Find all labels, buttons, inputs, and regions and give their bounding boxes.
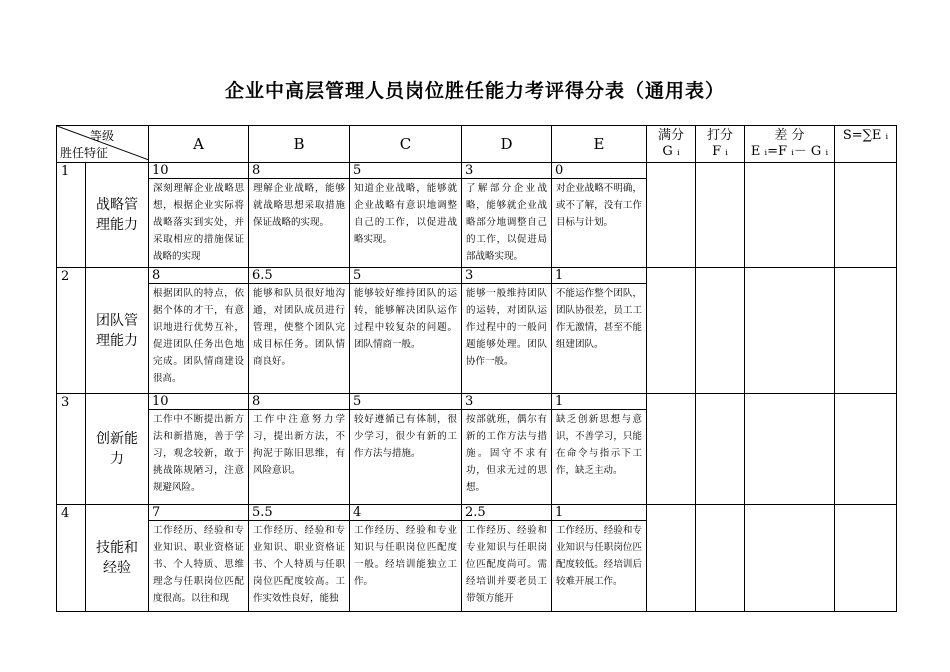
score-cell [696, 163, 745, 268]
diff-cell [745, 268, 835, 394]
level-score: 8 [149, 268, 249, 284]
full-score-cell [647, 394, 696, 505]
level-header-b: B [249, 126, 350, 163]
sum-label: S=∑E ᵢ [842, 128, 889, 143]
level-description: 工作中不断提出新方法和新措施，善于学习，观念较新，敢于挑战陈规陋习，注意规避风险。 [149, 410, 249, 505]
level-header-d: D [462, 126, 552, 163]
level-score: 2.5 [462, 505, 552, 521]
level-score: 10 [149, 163, 249, 179]
level-score: 8 [249, 394, 350, 410]
level-description: 不能运作整个团队，团队协很差，员工工作无激情，甚至不能组建团队。 [552, 284, 647, 394]
header-row [57, 126, 897, 163]
row-index: 4 [57, 505, 86, 612]
competency-score-row [57, 394, 897, 410]
corner-level-label: 等级 [89, 129, 114, 143]
level-header-a: A [149, 126, 249, 163]
level-description: 对企业战略不明确，或不了解，没有工作目标与计划。 [552, 179, 647, 268]
competency-score-row [57, 163, 897, 179]
level-description: 较好遵循已有体制，很少学习，很少有新的工作方法与措施。 [350, 410, 462, 505]
level-description: 工作中注意努力学习，提出新方法，不拘泥于陈旧思维，有风险意识。 [249, 410, 350, 505]
level-score: 3 [462, 268, 552, 284]
full-score-header [647, 126, 696, 163]
competency-name: 战略管理能力 [86, 163, 149, 268]
sum-header [835, 126, 897, 163]
level-description: 按部就班，偶尔有新的工作方法与措施。固守不求有功，但求无过的思想。 [462, 410, 552, 505]
level-score: 0 [552, 163, 647, 179]
level-score: 1 [552, 505, 647, 521]
level-header-e: E [552, 126, 647, 163]
level-description: 根据团队的特点，依据个体的才干，有意识地进行优势互补，促进团队任务出色地完成。团队情商建设很高。 [149, 284, 249, 394]
score-label: 打分 F ᵢ [706, 128, 733, 159]
level-description: 能够较好维持团队的运转，能够解决团队运作过程中较复杂的问题。团队情商一般。 [350, 284, 462, 394]
level-score: 7 [149, 505, 249, 521]
diff-cell [745, 505, 835, 612]
level-description: 缺乏创新思想与意识，不善学习，只能在命令与指示下工作，缺乏主动。 [552, 410, 647, 505]
level-description: 工作经历、经验和专业知识与任职岗位匹配度较低。经培训后较难开展工作。 [552, 521, 647, 612]
level-description: 理解企业战略，能够就战略思想采取措施保证战略的实现。 [249, 179, 350, 268]
row-index: 1 [57, 163, 86, 268]
level-score: 5 [350, 394, 462, 410]
level-description: 知道企业战略，能够就企业战略有意识地调整自己的工作，以促进战略实现。 [350, 179, 462, 268]
level-score: 1 [552, 268, 647, 284]
level-score: 3 [462, 163, 552, 179]
level-description: 工作经历、经验和专业知识、职业资格证书、个人特质与任职岗位匹配度较高。工作实效性良好，能独 [249, 521, 350, 612]
level-description: 工作经历、经验和专业知识与任职岗位匹配度一般。经培训能独立工作。 [350, 521, 462, 612]
score-cell [696, 505, 745, 612]
level-description: 能够和队员很好地沟通，对团队成员进行管理，使整个团队完成目标任务。团队情商良好。 [249, 284, 350, 394]
evaluation-table [56, 125, 897, 612]
corner-feature-label: 胜任特征 [60, 146, 109, 160]
sum-cell [835, 505, 897, 612]
full-score-label: 满分 G ᵢ [657, 128, 684, 159]
diff-cell [745, 163, 835, 268]
corner-header-cell [57, 126, 149, 163]
level-score: 6.5 [249, 268, 350, 284]
sum-cell [835, 394, 897, 505]
level-score: 4 [350, 505, 462, 521]
level-description: 工作经历、经验和专业知识与任职岗位匹配度尚可。需经培训并要老员工带领方能开 [462, 521, 552, 612]
row-index: 3 [57, 394, 86, 505]
level-score: 3 [462, 394, 552, 410]
diff-header [745, 126, 835, 163]
score-cell [696, 268, 745, 394]
level-description: 深刻理解企业战略思想，根据企业实际将战略落实到实处，并采取相应的措施保证战略的实现 [149, 179, 249, 268]
level-score: 8 [249, 163, 350, 179]
level-header-c: C [350, 126, 462, 163]
sum-cell [835, 163, 897, 268]
row-index: 2 [57, 268, 86, 394]
level-score: 5 [350, 268, 462, 284]
level-score: 1 [552, 394, 647, 410]
diff-label: 差 分 E ᵢ=F ᵢ－ G ᵢ [750, 128, 829, 159]
level-score: 5 [350, 163, 462, 179]
sum-cell [835, 268, 897, 394]
score-header [696, 126, 745, 163]
competency-score-row [57, 268, 897, 284]
diff-cell [745, 394, 835, 505]
full-score-cell [647, 268, 696, 394]
level-description: 工作经历、经验和专业知识、职业资格证书、个人特质、思维理念与任职岗位匹配度很高。以往和现 [149, 521, 249, 612]
competency-name: 创新能力 [86, 394, 149, 505]
competency-name: 团队管理能力 [86, 268, 149, 394]
full-score-cell [647, 163, 696, 268]
level-score: 5.5 [249, 505, 350, 521]
competency-name: 技能和经验 [86, 505, 149, 612]
level-score: 10 [149, 394, 249, 410]
score-cell [696, 394, 745, 505]
competency-score-row [57, 505, 897, 521]
page-title: 企业中高层管理人员岗位胜任能力考评得分表（通用表） [224, 80, 725, 102]
level-description: 了解部分企业战略，能够就企业战略部分地调整自己的工作，以促进局部战略实现。 [462, 179, 552, 268]
level-description: 能够一般维持团队的运转，对团队运作过程中的一般问题能够处理。团队协作一般。 [462, 284, 552, 394]
full-score-cell [647, 505, 696, 612]
